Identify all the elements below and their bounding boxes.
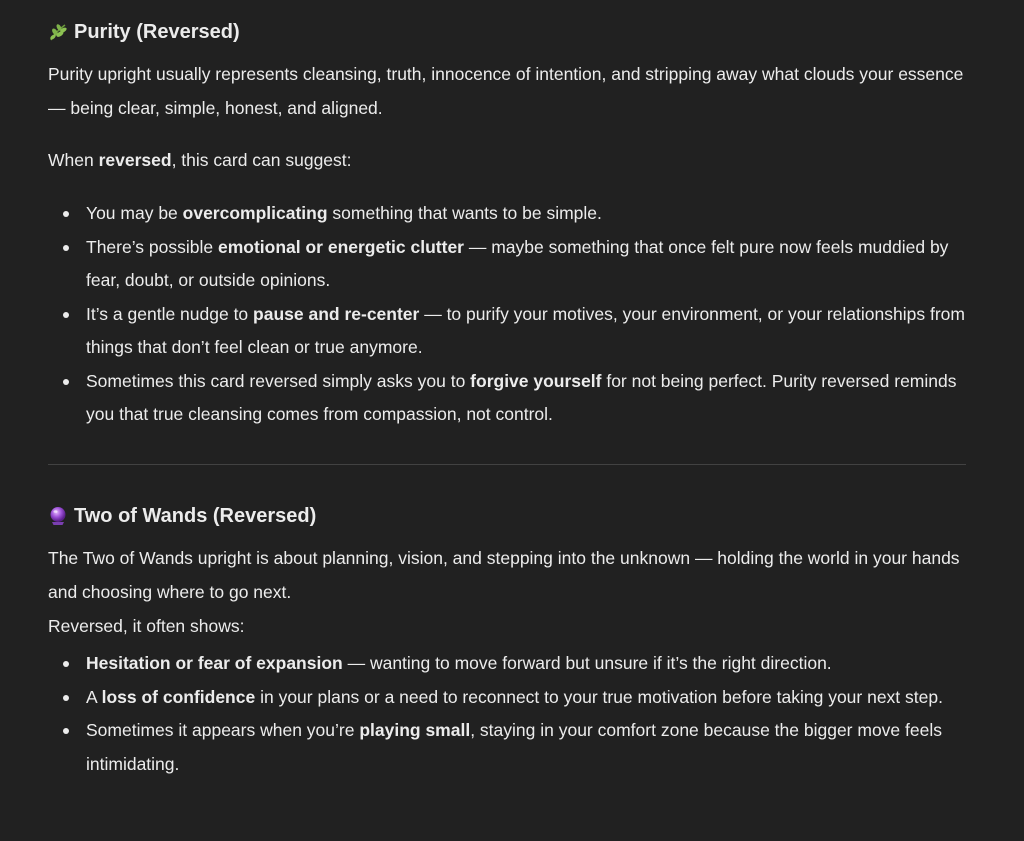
- two-of-wands-lead-paragraph: Reversed, it often shows:: [48, 616, 245, 636]
- list-item: Sometimes this card reversed simply asks you to forgive yourself for not being perfect. Purity reversed reminds you that true cleansing comes from compassion, not control.: [48, 365, 978, 432]
- herb-leaf-icon: [48, 22, 68, 42]
- bold-text: playing small: [359, 720, 471, 740]
- bold-text: reversed: [98, 150, 172, 170]
- section-title-purity: [48, 17, 240, 47]
- list-item: Sometimes it appears when you’re playing small, staying in your comfort zone because the bigger move feels intimidating.: [48, 714, 978, 781]
- purity-lead-paragraph: When reversed, this card can suggest:: [48, 150, 352, 170]
- purity-intro-paragraph: Purity upright usually represents cleansing, truth, innocence of intention, and stripping away what clouds your essence — being clear, simple, honest, and aligned.: [48, 64, 964, 118]
- list-item: It’s a gentle nudge to pause and re-center — to purify your motives, your environment, or your relationships from things that don’t feel clean or true anymore.: [48, 298, 978, 365]
- list-item: There’s possible emotional or energetic clutter — maybe something that once felt pure now feels muddied by fear, doubt, or outside opinions.: [48, 231, 978, 298]
- list-item: Hesitation or fear of expansion — wanting to move forward but unsure if it’s the right direction.: [48, 647, 978, 681]
- bold-text: forgive yourself: [470, 370, 602, 391]
- bold-text: Hesitation or fear of expansion: [86, 653, 343, 673]
- section-divider: [48, 464, 966, 465]
- bold-text: pause and re-center: [253, 303, 420, 324]
- two-of-wands-bullet-list: [48, 647, 978, 781]
- two-of-wands-intro-paragraph: The Two of Wands upright is about planning, vision, and stepping into the unknown — holding the world in your hands and choosing where to go next.: [48, 548, 960, 602]
- section-title-text: Two of Wands (Reversed): [74, 505, 317, 527]
- list-item: A loss of confidence in your plans or a need to reconnect to your true motivation before taking your next step.: [48, 681, 978, 715]
- purity-bullet-list: [48, 197, 978, 432]
- section-title-two-of-wands: [48, 501, 316, 531]
- bold-text: loss of confidence: [101, 686, 256, 707]
- section-title-text: Purity (Reversed): [74, 21, 240, 43]
- bold-text: overcomplicating: [182, 203, 328, 223]
- list-item: You may be overcomplicating something that wants to be simple.: [48, 197, 978, 231]
- crystal-ball-icon: [48, 506, 68, 526]
- bold-text: emotional or energetic clutter: [217, 236, 464, 257]
